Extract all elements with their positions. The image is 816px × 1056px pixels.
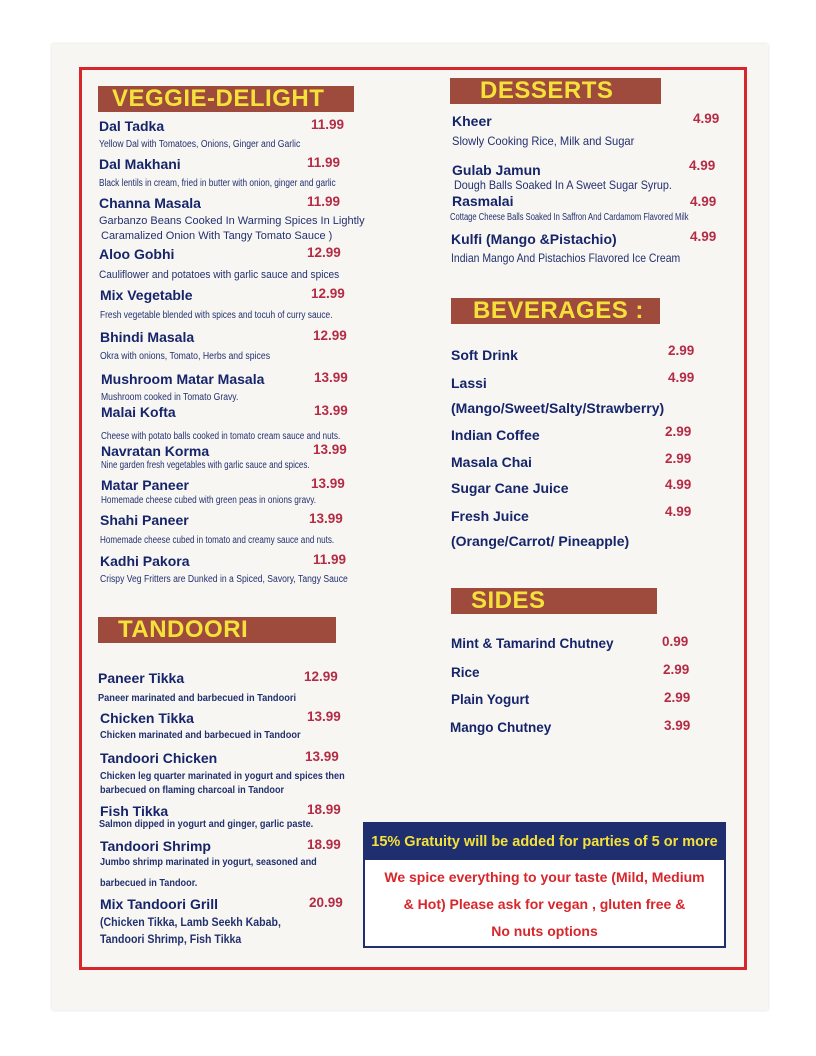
beverage-name: Soft Drink	[451, 347, 518, 363]
section-banner-veggie-delight: VEGGIE-DELIGHT	[98, 86, 354, 112]
item-name: Channa Masala	[99, 195, 201, 211]
item-name: Tandoori Chicken	[100, 750, 218, 766]
item-name: Kheer	[452, 113, 492, 129]
item-name: Mushroom Matar Masala	[101, 371, 265, 387]
item-price: 13.99	[307, 709, 341, 724]
item-price: 4.99	[690, 229, 717, 244]
item-description-cont: barbecued on flaming charcoal in Tandoor	[100, 784, 285, 796]
item-name: Navratan Korma	[101, 443, 210, 459]
item-name: Matar Paneer	[101, 477, 189, 493]
item-description: Cheese with potato balls cooked in tomato cream sauce and nuts.	[101, 431, 341, 442]
item-description: Homemade cheese cubed in tomato and creamy sauce and nuts.	[100, 535, 335, 546]
beverage-price: 4.99	[665, 477, 692, 492]
gratuity-notice: 15% Gratuity will be added for parties of 5 or more	[365, 824, 724, 860]
item-name: Bhindi Masala	[100, 329, 195, 345]
beverage-flavors: (Mango/Sweet/Salty/Strawberry)	[451, 400, 665, 416]
item-price: 13.99	[311, 476, 345, 491]
spice-notice-line: We spice everything to your taste (Mild, Medium	[384, 869, 705, 885]
item-price: 11.99	[311, 117, 345, 132]
item-description: Chicken leg quarter marinated in yogurt and spices then	[100, 770, 345, 782]
item-description: Cottage Cheese Balls Soaked In Saffron And Cardamom Flavored Milk	[450, 212, 689, 223]
item-name: Dal Tadka	[99, 118, 165, 134]
item-description: Cauliflower and potatoes with garlic sauce and spices	[99, 269, 340, 281]
item-price: 12.99	[313, 328, 347, 343]
beverage-price: 2.99	[665, 451, 692, 466]
item-price: 4.99	[693, 111, 720, 126]
item-name: Mix Vegetable	[100, 287, 193, 303]
item-price: 11.99	[313, 552, 347, 567]
item-description: Paneer marinated and barbecued in Tandoori	[98, 692, 297, 704]
item-name: Mix Tandoori Grill	[100, 896, 218, 912]
side-name: Mint & Tamarind Chutney	[451, 636, 614, 651]
section-banner-beverages: BEVERAGES :	[451, 298, 660, 324]
side-name: Mango Chutney	[450, 720, 552, 735]
item-description: Yellow Dal with Tomatoes, Onions, Ginger and Garlic	[99, 139, 301, 150]
beverage-name: Indian Coffee	[451, 427, 540, 443]
item-description: (Chicken Tikka, Lamb Seekh Kabab,	[100, 917, 281, 929]
side-price: 2.99	[663, 662, 690, 677]
item-name: Aloo Gobhi	[99, 246, 175, 262]
section-banner-desserts: DESSERTS	[450, 78, 661, 104]
item-description-cont: Caramalized Onion With Tangy Tomato Sauce )	[101, 230, 333, 242]
item-name: Gulab Jamun	[452, 162, 541, 178]
item-description: Dough Balls Soaked In A Sweet Sugar Syrup.	[454, 178, 672, 192]
beverage-name: Fresh Juice	[451, 508, 529, 524]
item-price: 12.99	[304, 669, 338, 684]
section-banner-sides: SIDES	[451, 588, 657, 614]
item-name: Shahi Paneer	[100, 512, 189, 528]
beverage-price: 4.99	[668, 370, 695, 385]
item-price: 4.99	[690, 194, 717, 209]
item-price: 13.99	[309, 511, 343, 526]
item-price: 13.99	[313, 442, 347, 457]
spice-notice-line: No nuts options	[491, 923, 598, 939]
item-description-cont: barbecued in Tandoor.	[100, 877, 198, 889]
item-name: Malai Kofta	[101, 404, 176, 420]
item-price: 18.99	[307, 802, 341, 817]
item-price: 13.99	[314, 403, 348, 418]
item-description: Indian Mango And Pistachios Flavored Ice Cream	[451, 251, 681, 265]
side-price: 3.99	[664, 718, 691, 733]
item-price: 4.99	[689, 158, 716, 173]
item-price: 13.99	[314, 370, 348, 385]
item-name: Chicken Tikka	[100, 710, 194, 726]
side-price: 0.99	[662, 634, 689, 649]
item-description: Nine garden fresh vegetables with garlic sauce and spices.	[101, 460, 310, 471]
beverage-price: 2.99	[665, 424, 692, 439]
item-description: Salmon dipped in yogurt and ginger, garlic paste.	[99, 818, 314, 830]
item-description: Crispy Veg Fritters are Dunked in a Spiced, Savory, Tangy Sauce	[100, 574, 348, 585]
item-description: Chicken marinated and barbecued in Tandoor	[100, 729, 301, 741]
item-description: Homemade cheese cubed with green peas in onions gravy.	[101, 495, 317, 506]
side-name: Plain Yogurt	[451, 692, 530, 707]
item-name: Paneer Tikka	[98, 670, 185, 686]
item-description: Jumbo shrimp marinated in yogurt, seasoned and	[100, 856, 317, 868]
item-description: Mushroom cooked in Tomato Gravy.	[101, 392, 239, 403]
item-description: Garbanzo Beans Cooked In Warming Spices In Lightly	[99, 215, 365, 227]
item-description-cont: Tandoori Shrimp, Fish Tikka	[100, 934, 242, 946]
item-price: 12.99	[307, 245, 341, 260]
item-name: Kadhi Pakora	[100, 553, 190, 569]
item-name: Kulfi (Mango &Pistachio)	[451, 231, 617, 247]
item-description: Black lentils in cream, fried in butter with onion, ginger and garlic	[99, 178, 336, 189]
item-price: 11.99	[307, 194, 341, 209]
side-name: Rice	[451, 665, 480, 680]
spice-notice-line: & Hot) Please ask for vegan , gluten free &	[403, 896, 686, 912]
beverage-name: Masala Chai	[451, 454, 532, 470]
item-description: Fresh vegetable blended with spices and tocuh of curry sauce.	[100, 310, 333, 321]
beverage-flavors: (Orange/Carrot/ Pineapple)	[451, 533, 630, 549]
item-price: 18.99	[307, 837, 341, 852]
item-name: Rasmalai	[452, 193, 514, 209]
beverage-name: Sugar Cane Juice	[451, 480, 569, 496]
item-description: Okra with onions, Tomato, Herbs and spices	[100, 351, 271, 362]
notice-box	[363, 822, 726, 948]
beverage-price: 4.99	[665, 504, 692, 519]
item-name: Dal Makhani	[99, 156, 181, 172]
item-price: 12.99	[311, 286, 345, 301]
item-price: 13.99	[305, 749, 339, 764]
beverage-name: Lassi	[451, 375, 487, 391]
beverage-price: 2.99	[668, 343, 695, 358]
item-name: Tandoori Shrimp	[100, 838, 211, 854]
side-price: 2.99	[664, 690, 691, 705]
item-price: 20.99	[309, 895, 343, 910]
item-name: Fish Tikka	[100, 803, 169, 819]
section-banner-tandoori: TANDOORI	[98, 617, 336, 643]
item-price: 11.99	[307, 155, 341, 170]
item-description: Slowly Cooking Rice, Milk and Sugar	[452, 134, 635, 148]
spice-notice	[371, 864, 718, 945]
